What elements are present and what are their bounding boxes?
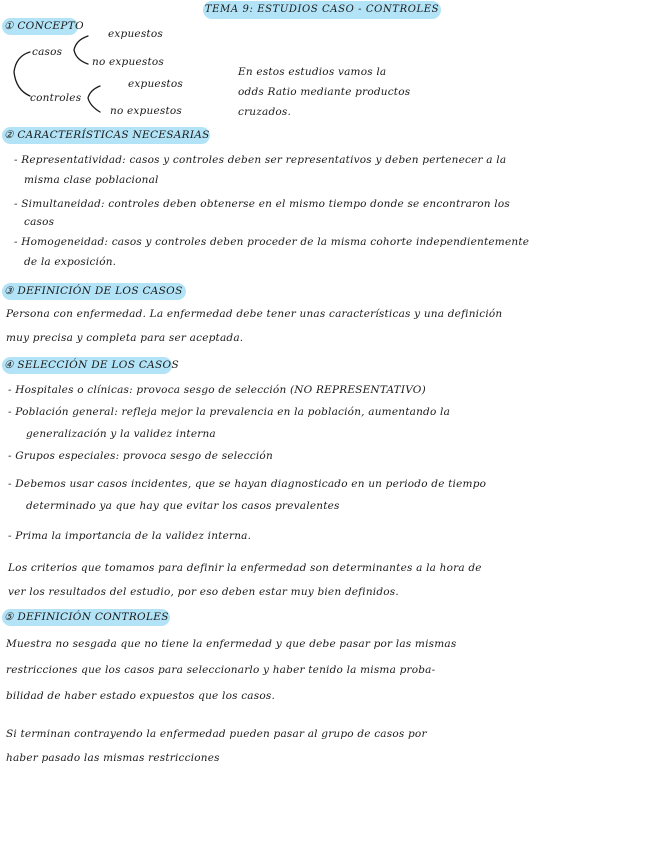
outer-brace	[14, 52, 30, 96]
s5-line-1: Muestra no sesgada que no tiene la enfermedad y que debe pasar por las mismas	[6, 638, 457, 650]
s5-line-3: bilidad de haber estado expuestos que los casos.	[6, 690, 275, 702]
s5-line-4: Si terminan contrayendo la enfermedad pueden pasar al grupo de casos por	[6, 728, 427, 740]
s4-line-2: - Población general: refleja mejor la prevalencia en la población, aumentando la	[8, 406, 451, 418]
section-4-heading: ④ SELECCIÓN DE LOS CASOS	[2, 357, 172, 374]
s4-line-3: generalización y la validez interna	[26, 428, 216, 440]
s2-line-2: misma clase poblacional	[24, 174, 159, 186]
s4-line-7: - Prima la importancia de la validez interna.	[8, 530, 252, 542]
concepto-note-line-2: odds Ratio mediante productos	[238, 86, 411, 98]
s2-line-5: - Homogeneidad: casos y controles deben proceder de la misma cohorte independientemente	[14, 236, 530, 248]
section-3-heading: ③ DEFINICIÓN DE LOS CASOS	[2, 283, 186, 300]
casos-brace	[74, 36, 88, 64]
s4-line-4: - Grupos especiales: provoca sesgo de selección	[8, 450, 273, 462]
section-2-heading: ② CARACTERÍSTICAS NECESARIAS	[2, 127, 210, 144]
controles-no-expuestos-label: no expuestos	[110, 105, 182, 117]
s4-line-6: determinado ya que hay que evitar los casos prevalentes	[26, 500, 340, 512]
casos-expuestos-label: expuestos	[108, 28, 163, 40]
concepto-note-line-3: cruzados.	[238, 106, 292, 118]
page-title: TEMA 9: ESTUDIOS CASO - CONTROLES	[203, 1, 441, 19]
s2-line-4: casos	[24, 216, 55, 228]
s3-line-1: Persona con enfermedad. La enfermedad debe tener unas características y una definición	[6, 308, 503, 320]
section-5-heading: ⑤ DEFINICIÓN CONTROLES	[2, 609, 170, 626]
s2-line-6: de la exposición.	[24, 256, 117, 268]
s4-line-1: - Hospitales o clínicas: provoca sesgo de selección (NO REPRESENTATIVO)	[8, 384, 426, 396]
s4-line-9: ver los resultados del estudio, por eso deben estar muy bien definidos.	[8, 586, 399, 598]
controles-label: controles	[30, 92, 82, 104]
casos-label: casos	[32, 46, 63, 58]
controles-expuestos-label: expuestos	[128, 78, 183, 90]
section-1-heading: ① CONCEPTO	[2, 18, 78, 35]
casos-no-expuestos-label: no expuestos	[92, 56, 164, 68]
s4-line-5: - Debemos usar casos incidentes, que se hayan diagnosticado en un periodo de tiempo	[8, 478, 487, 490]
s2-line-1: - Representatividad: casos y controles deben ser representativos y deben pertenecer a la	[14, 154, 507, 166]
s2-line-3: - Simultaneidad: controles deben obtenerse en el mismo tiempo donde se encontraron los	[14, 198, 510, 210]
s3-line-2: muy precisa y completa para ser aceptada.	[6, 332, 244, 344]
controles-brace	[88, 86, 100, 112]
concepto-note-line-1: En estos estudios vamos la	[238, 66, 387, 78]
s5-line-5: haber pasado las mismas restricciones	[6, 752, 220, 764]
s5-line-2: restricciones que los casos para seleccionarlo y haber tenido la misma proba-	[6, 664, 436, 676]
s4-line-8: Los criterios que tomamos para definir la enfermedad son determinantes a la hora de	[8, 562, 482, 574]
